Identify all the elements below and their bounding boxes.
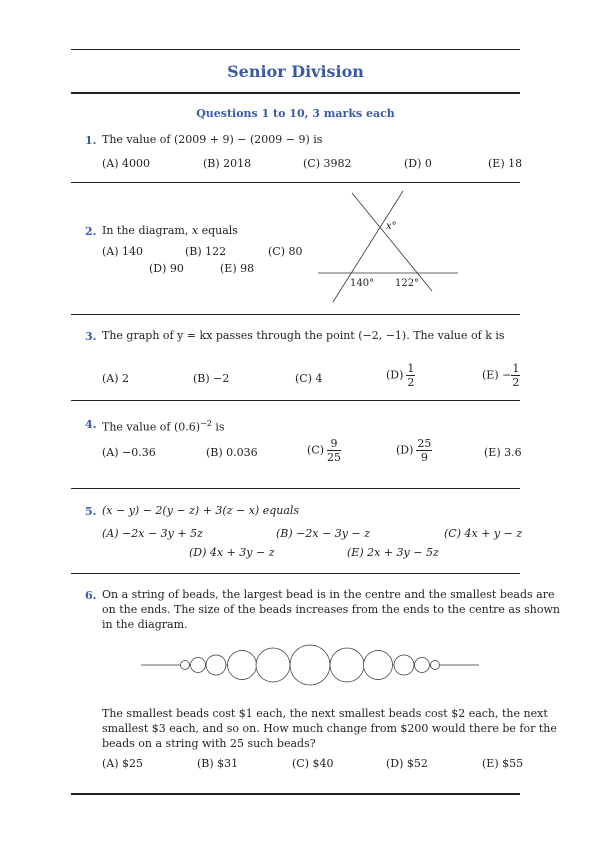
question-5-option-b[interactable]: (B) −2x − 3y − z [276, 527, 371, 540]
bead [394, 655, 414, 675]
question-6-option-e[interactable]: (E) $55 [482, 757, 524, 770]
fraction-denominator: 9 [420, 451, 428, 464]
bead [228, 651, 257, 680]
question-4-text-base: The value of (0.6) [102, 420, 201, 434]
question-6-option-a[interactable]: (A) $25 [102, 757, 144, 770]
question-2-option-b[interactable]: (B) 122 [185, 245, 227, 258]
question-1-number: 1. [85, 134, 97, 147]
question-2-text-prefix: In the diagram, [102, 224, 189, 237]
question-4-option-a[interactable]: (A) −0.36 [102, 446, 156, 459]
bead [191, 658, 206, 673]
bead [181, 661, 190, 670]
question-2-variable: x [191, 224, 199, 237]
question-6-option-d[interactable]: (D) $52 [386, 757, 428, 770]
fraction-numerator: 1 [407, 362, 415, 375]
question-1-option-a[interactable]: (A) 4000 [102, 157, 151, 170]
bead [256, 648, 290, 682]
question-3-option-c[interactable]: (C) 4 [295, 372, 323, 385]
question-1-option-d[interactable]: (D) 0 [404, 157, 432, 170]
question-6-option-c[interactable]: (C) $40 [292, 757, 334, 770]
bead [431, 661, 440, 670]
question-3-number: 3. [85, 330, 97, 343]
question-4-text-suffix: is [215, 420, 225, 434]
question-2-number: 2. [85, 225, 97, 238]
fraction-denominator: 25 [327, 451, 341, 464]
question-3-text: The graph of y = kx passes through the point (−2, −1). The value of k is [102, 329, 505, 342]
question-6-number: 6. [85, 589, 97, 602]
fraction-numerator: 9 [327, 437, 341, 451]
question-3-option-b[interactable]: (B) −2 [193, 372, 230, 385]
question-1-option-e[interactable]: (E) 18 [488, 157, 523, 170]
question-2-option-a[interactable]: (A) 140 [102, 245, 144, 258]
question-5-option-c[interactable]: (C) 4x + y − z [444, 527, 523, 540]
bead [415, 658, 430, 673]
fraction-numerator: 1 [512, 362, 520, 375]
question-3-option-e-label: (E) − [482, 368, 512, 382]
question-4-option-c-label: (C) [307, 443, 324, 457]
question-4-option-d-label: (D) [396, 443, 414, 457]
question-6-text-line-2: on the ends. The size of the beads increases from the ends to the centre as shown [102, 603, 560, 616]
question-4-option-e[interactable]: (E) 3.6 [484, 446, 522, 459]
bottom-rule [71, 793, 520, 795]
fraction-denominator: 2 [407, 376, 415, 389]
diagram-angle-x-label: x° [386, 221, 397, 232]
question-6-option-b[interactable]: (B) $31 [197, 757, 239, 770]
question-5-text: (x − y) − 2(y − z) + 3(z − x) equals [102, 504, 300, 517]
question-1-text: The value of (2009 + 9) − (2009 − 9) is [102, 133, 323, 146]
question-5-option-a[interactable]: (A) −2x − 3y + 5z [102, 527, 203, 540]
question-6-text-line-1: On a string of beads, the largest bead is in the centre and the smallest beads are [102, 588, 555, 601]
diagram-angle-122-label: 122° [395, 278, 420, 289]
question-5-option-d[interactable]: (D) 4x + 3y − z [189, 546, 275, 559]
question-6-text-line-4: The smallest beads cost $1 each, the next smallest beads cost $2 each, the next [102, 707, 548, 720]
bead [206, 655, 226, 675]
question-1-option-c[interactable]: (C) 3982 [303, 157, 352, 170]
page-title: Senior Division [227, 62, 364, 81]
question-2-option-d[interactable]: (D) 90 [149, 262, 184, 275]
question-3-option-d-label: (D) [386, 368, 404, 382]
bead [330, 648, 364, 682]
question-5-option-e[interactable]: (E) 2x + 3y − 5z [347, 546, 439, 559]
question-6-text-line-3: in the diagram. [102, 618, 188, 631]
diagram-angle-140-label: 140° [350, 278, 375, 289]
bead [364, 651, 393, 680]
question-1-option-b[interactable]: (B) 2018 [203, 157, 252, 170]
bead-largest [290, 645, 330, 685]
question-6-text-line-6: beads on a string with 25 such beads? [102, 737, 316, 750]
question-2-text-suffix: equals [201, 224, 238, 237]
question-2-option-c[interactable]: (C) 80 [268, 245, 303, 258]
fraction-numerator: 25 [417, 437, 432, 450]
fraction-denominator: 2 [512, 376, 520, 389]
question-6-text-line-5: smallest $3 each, and so on. How much change from $200 would there be for the [102, 722, 557, 735]
question-3-option-a[interactable]: (A) 2 [102, 372, 130, 385]
question-4-exponent: −2 [200, 419, 212, 428]
question-2-option-e[interactable]: (E) 98 [220, 262, 255, 275]
question-4-number: 4. [85, 418, 97, 431]
question-4-option-b[interactable]: (B) 0.036 [206, 446, 258, 459]
section-subtitle: Questions 1 to 10, 3 marks each [196, 107, 395, 120]
question-5-number: 5. [85, 505, 97, 518]
